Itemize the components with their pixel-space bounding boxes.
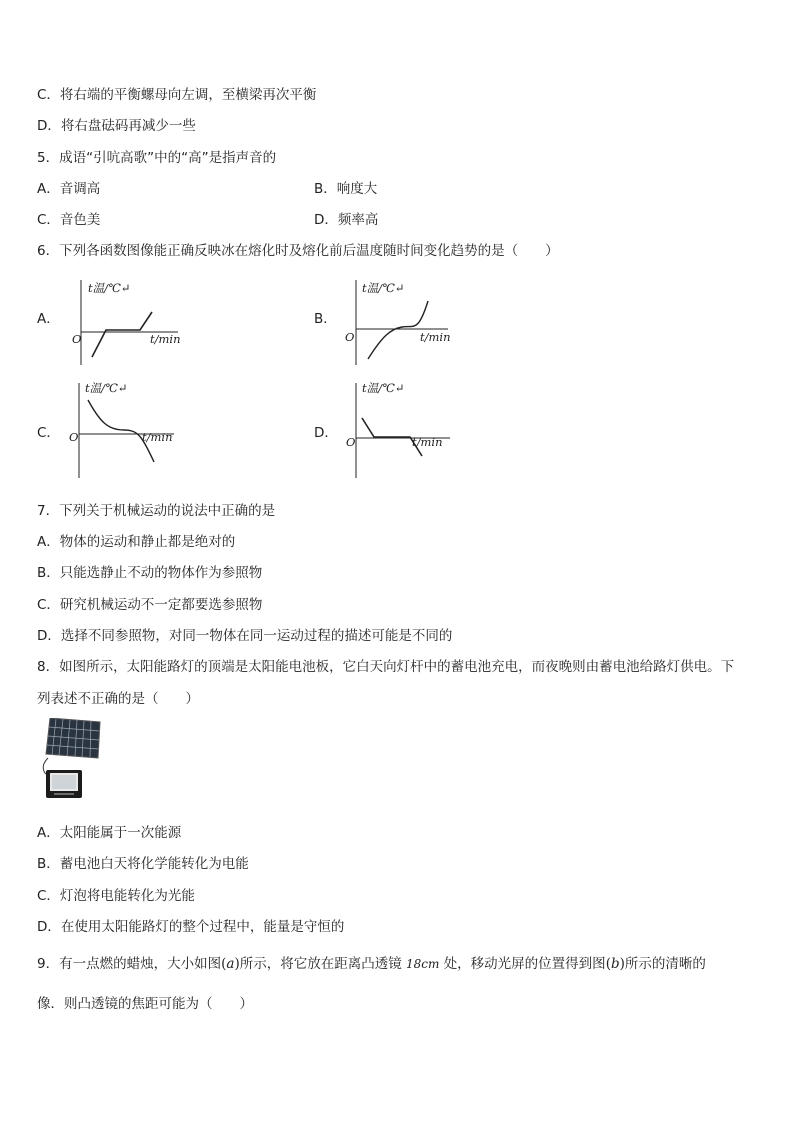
- x-axis-label: t/min: [150, 332, 181, 346]
- q5-option-b: B．响度大: [314, 181, 378, 197]
- q8-stem-line1: 8．如图所示，太阳能路灯的顶端是太阳能电池板，它白天向灯杆中的蓄电池充电，而夜晚则由蓄电池给路灯供电。下: [37, 659, 735, 675]
- q9-text-4: 所示的清晰的: [624, 956, 706, 972]
- graph-a: [70, 275, 190, 370]
- q5-stem: 5．成语“引吭高歌”中的“高”是指声音的: [37, 150, 277, 166]
- q9-stem-line1: [37, 952, 706, 972]
- origin-label: O: [346, 435, 356, 449]
- q9-fig-a-open: (: [221, 956, 227, 972]
- q8-option-c: C．灯泡将电能转化为光能: [37, 888, 195, 904]
- origin-label: O: [345, 330, 355, 344]
- q6-label-b: B．: [314, 311, 337, 327]
- y-axis-label: t温/℃↵: [362, 281, 405, 295]
- q7-option-a: A．物体的运动和静止都是绝对的: [37, 534, 236, 550]
- x-axis-label: t/min: [142, 430, 173, 444]
- q5-option-d: D．频率高: [314, 212, 379, 228]
- q7-option-c: C．研究机械运动不一定都要选参照物: [37, 597, 263, 613]
- graph-b: [340, 275, 460, 370]
- q6-label-c: C．: [37, 425, 60, 441]
- temperature-curve: [368, 301, 428, 359]
- q9-fig-b-close: ): [619, 956, 625, 972]
- q5-option-c: C．音色美: [37, 212, 101, 228]
- q8-stem-line2: 列表述不正确的是（ ）: [37, 691, 199, 707]
- y-axis-label: t温/℃↵: [88, 281, 131, 295]
- x-axis-label: t/min: [412, 435, 443, 449]
- q8-option-b: B．蓄电池白天将化学能转化为电能: [37, 856, 249, 872]
- q4-option-c: C．将右端的平衡螺母向左调，至横梁再次平衡: [37, 87, 317, 103]
- q7-stem: 7．下列关于机械运动的说法中正确的是: [37, 503, 276, 519]
- q9-distance: 18cm: [406, 957, 440, 971]
- q6-label-d: D．: [314, 425, 338, 441]
- x-axis-label: t/min: [420, 330, 451, 344]
- y-axis-label: t温/℃↵: [362, 381, 405, 395]
- q8-option-d: D．在使用太阳能路灯的整个过程中，能量是守恒的: [37, 919, 345, 935]
- q6-label-a: A．: [37, 311, 60, 327]
- q9-text-3: 处，移动光屏的位置得到图: [443, 956, 606, 972]
- q7-option-b: B．只能选静止不动的物体作为参照物: [37, 565, 263, 581]
- q4-option-d: D．将右盘砝码再减少一些: [37, 118, 196, 134]
- q6-stem: 6．下列各函数图像能正确反映冰在熔化时及熔化前后温度随时间变化趋势的是（ ）: [37, 243, 559, 259]
- q7-option-d: D．选择不同参照物，对同一物体在同一运动过程的描述可能是不同的: [37, 628, 453, 644]
- q9-fig-b: b: [610, 956, 620, 972]
- q9-fig-b-open: (: [605, 956, 611, 972]
- origin-label: O: [69, 430, 79, 444]
- temperature-curve: [92, 312, 152, 357]
- q9-stem-line2: 像．则凸透镜的焦距可能为（ ）: [37, 996, 253, 1012]
- q9-text-2: 所示，将它放在距离凸透镜: [239, 956, 402, 972]
- graph-c: [66, 378, 186, 483]
- origin-label: O: [72, 332, 82, 346]
- q9-fig-a: a: [226, 956, 235, 972]
- solar-street-light-image: [40, 718, 102, 800]
- q9-text-1: 9．有一点燃的蜡烛，大小如图: [37, 956, 222, 972]
- q8-option-a: A．太阳能属于一次能源: [37, 825, 182, 841]
- q9-fig-a-close: ): [234, 956, 240, 972]
- q5-option-a: A．音调高: [37, 181, 101, 197]
- graph-d: [342, 378, 462, 483]
- y-axis-label: t温/℃↵: [85, 381, 128, 395]
